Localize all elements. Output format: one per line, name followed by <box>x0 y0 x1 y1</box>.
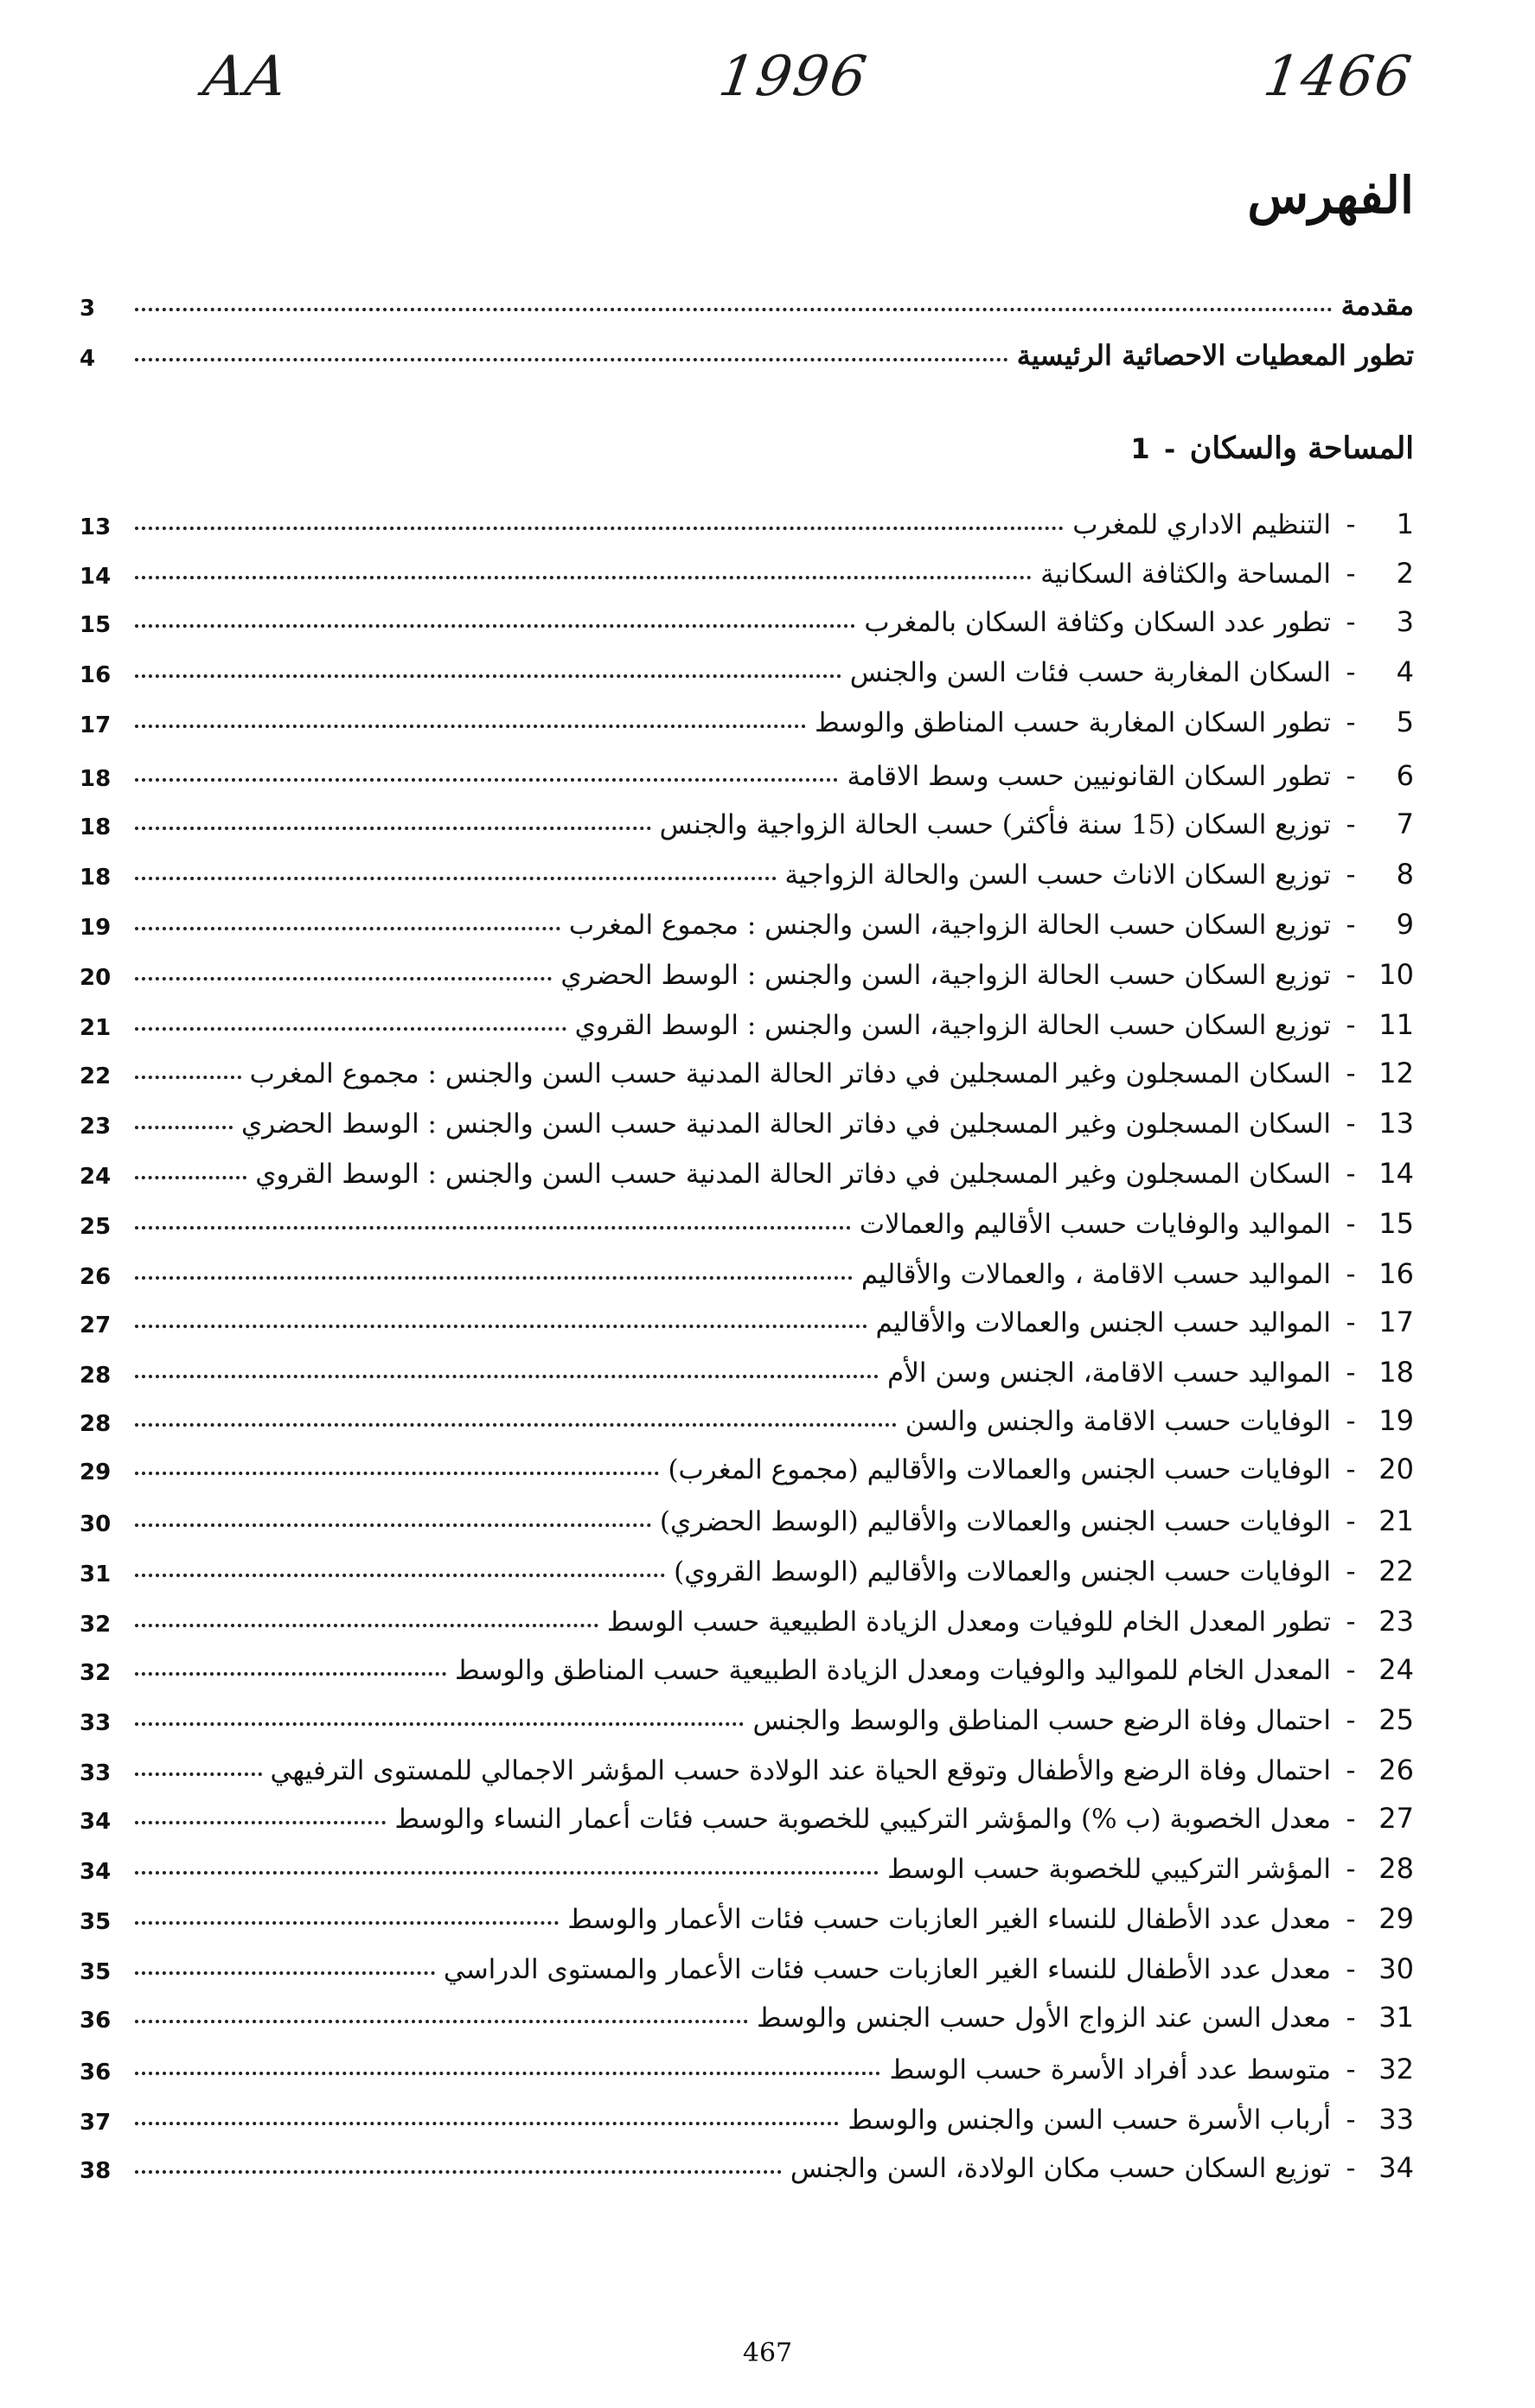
toc-entry-number: 7 <box>1396 808 1414 840</box>
dot-leader <box>135 1325 867 1328</box>
dot-leader <box>135 1375 879 1378</box>
toc-entry[interactable] <box>80 1990 1414 2034</box>
toc-page-number: 31 <box>80 1562 112 1587</box>
toc-entry-label: معدل عدد الأطفال للنساء الغير العازبات حسب فئات الأعمار والمستوى الدراسي <box>443 1954 1331 1985</box>
toc-entry-label: توزيع السكان حسب الحالة الزواجية، السن والجنس : الوسط الحضري <box>560 960 1331 991</box>
dot-leader <box>135 358 1008 361</box>
toc-entry-label: المعدل الخام للمواليد والوفيات ومعدل الزيادة الطبيعية حسب المناطق والوسط <box>454 1655 1331 1686</box>
toc-page-number: 15 <box>80 612 112 638</box>
toc-entry-number: 10 <box>1378 958 1414 991</box>
toc-entry[interactable] <box>80 1295 1414 1338</box>
dot-leader <box>135 1027 566 1031</box>
toc-entry[interactable] <box>80 546 1414 590</box>
toc-entry[interactable] <box>80 645 1414 688</box>
toc-entry-number: 25 <box>1378 1703 1414 1736</box>
toc-entry-dash: - <box>1346 1504 1356 1537</box>
dot-leader <box>135 1772 262 1776</box>
toc-entry-dash: - <box>1346 1802 1356 1835</box>
toc-entry-number: 20 <box>1378 1453 1414 1485</box>
toc-entry-dash: - <box>1346 1207 1356 1240</box>
dot-leader <box>135 1176 246 1179</box>
toc-entry-label: تطور المعطيات الاحصائية الرئيسية <box>1016 339 1414 372</box>
toc-entry-number: 4 <box>1396 655 1414 688</box>
toc-entry-number: 8 <box>1396 858 1414 891</box>
toc-entry[interactable] <box>80 1693 1414 1736</box>
toc-entry-dash: - <box>1346 2151 1356 2184</box>
toc-page-number: 35 <box>80 1909 112 1935</box>
toc-entry[interactable] <box>80 1096 1414 1140</box>
toc-entry[interactable] <box>80 1345 1414 1389</box>
toc-page-number: 4 <box>80 346 96 372</box>
toc-entry[interactable] <box>80 1942 1414 1985</box>
toc-entry-number: 32 <box>1378 2053 1414 2085</box>
toc-entry-dash: - <box>1346 1753 1356 1786</box>
toc-entry[interactable] <box>80 2092 1414 2136</box>
dot-leader <box>135 2020 748 2023</box>
toc-entry-dash: - <box>1346 1157 1356 1190</box>
toc-entry-label: تطور السكان القانونيين حسب وسط الاقامة <box>847 761 1331 792</box>
toc-entry-label: أرباب الأسرة حسب السن والجنس والوسط <box>847 2105 1331 2136</box>
toc-entry[interactable] <box>80 1792 1414 1835</box>
toc-entry-dash: - <box>1346 1306 1356 1338</box>
toc-entry[interactable] <box>80 1147 1414 1190</box>
toc-page-number: 34 <box>80 1809 112 1835</box>
toc-entry-label: توزيع السكان حسب مكان الولادة، السن والجنس <box>790 2153 1331 2184</box>
toc-page-number: 13 <box>80 514 112 540</box>
toc-page-number: 21 <box>80 1015 112 1041</box>
toc-entry-label: المساحة والكثافة السكانية <box>1040 559 1331 590</box>
dot-leader <box>135 674 841 678</box>
toc-page-number: 37 <box>80 2110 112 2136</box>
dot-leader <box>135 527 1064 530</box>
dot-leader <box>135 1276 853 1280</box>
toc-entry[interactable] <box>80 1197 1414 1240</box>
toc-entry-dash: - <box>1346 1107 1356 1140</box>
toc-entry-label: الوفايات حسب الاقامة والجنس والسن <box>905 1406 1331 1437</box>
toc-page-number: 33 <box>80 1760 112 1786</box>
section-title: المساحة والسكان <box>1189 431 1414 466</box>
toc-page-number: 28 <box>80 1411 112 1437</box>
toc-entry-number: 27 <box>1378 1802 1414 1835</box>
dot-leader <box>135 1624 598 1627</box>
toc-entry-label: تطور المعدل الخام للوفيات ومعدل الزيادة الطبيعية حسب الوسط <box>606 1606 1331 1638</box>
toc-entry-dash: - <box>1346 1852 1356 1885</box>
toc-entry[interactable] <box>80 847 1414 891</box>
dot-leader <box>135 2170 782 2174</box>
toc-entry-label: توزيع السكان حسب الحالة الزواجية، السن والجنس : مجموع المغرب <box>568 910 1331 941</box>
dot-leader <box>135 827 651 830</box>
toc-page-number: 28 <box>80 1363 112 1389</box>
toc-entry[interactable] <box>80 1494 1414 1537</box>
toc-entry-dash: - <box>1346 1356 1356 1389</box>
toc-entry-number: 29 <box>1378 1902 1414 1935</box>
toc-entry[interactable] <box>80 998 1414 1041</box>
toc-entry-dash: - <box>1346 958 1356 991</box>
toc-entry-dash: - <box>1346 1952 1356 1985</box>
toc-page-number: 32 <box>80 1612 112 1638</box>
toc-entry[interactable] <box>80 749 1414 792</box>
toc-entry-number: 17 <box>1378 1306 1414 1338</box>
toc-entry-number: 24 <box>1378 1653 1414 1686</box>
toc-entry-label: المواليد والوفايات حسب الأقاليم والعمالات <box>859 1209 1331 1240</box>
toc-entry-number: 21 <box>1378 1504 1414 1537</box>
toc-entry-label: السكان المسجلون وغير المسجلين في دفاتر الحالة المدنية حسب السن والجنس : الوسط الحضري <box>241 1108 1331 1140</box>
toc-entry-number: 22 <box>1378 1555 1414 1587</box>
dot-leader <box>135 1076 241 1079</box>
toc-entry[interactable] <box>80 797 1414 840</box>
toc-entry-dash: - <box>1346 1605 1356 1638</box>
toc-entry[interactable] <box>80 897 1414 941</box>
toc-page-number: 35 <box>80 1959 112 1985</box>
dot-leader <box>135 1821 386 1824</box>
toc-entry-number: 23 <box>1378 1605 1414 1638</box>
toc-entry-number: 9 <box>1396 908 1414 941</box>
toc-page-number: 32 <box>80 1660 112 1686</box>
page-number: 467 <box>742 2338 793 2368</box>
toc-entry-dash: - <box>1346 808 1356 840</box>
toc-entry-label: احتمال وفاة الرضع حسب المناطق والوسط والجنس <box>752 1705 1331 1736</box>
handwritten-note-right: 1466 <box>1259 45 1417 109</box>
dot-leader <box>135 1672 446 1676</box>
section-heading <box>1107 431 1414 466</box>
toc-entry-label: السكان المسجلون وغير المسجلين في دفاتر الحالة المدنية حسب السن والجنس : الوسط القروي <box>255 1159 1331 1190</box>
toc-entry[interactable] <box>80 2141 1414 2184</box>
toc-entry-dash: - <box>1346 908 1356 941</box>
dot-leader <box>135 1871 879 1875</box>
page-title: الفهرس <box>1247 166 1414 225</box>
dot-leader <box>135 927 560 930</box>
toc-entry-number: 5 <box>1396 706 1414 738</box>
toc-page-number: 18 <box>80 865 112 891</box>
toc-entry-dash: - <box>1346 557 1356 590</box>
toc-entry[interactable] <box>80 497 1414 540</box>
toc-entry-dash: - <box>1346 605 1356 638</box>
dot-leader <box>135 1921 559 1925</box>
toc-entry-label: توزيع السكان (15 سنة فأكثر) حسب الحالة الزواجية والجنس <box>659 809 1331 840</box>
toc-entry[interactable] <box>80 1842 1414 1885</box>
toc-entry[interactable] <box>80 1247 1414 1290</box>
toc-page-number: 38 <box>80 2158 112 2184</box>
toc-entry-dash: - <box>1346 1057 1356 1089</box>
toc-entry-number: 2 <box>1396 557 1414 590</box>
toc-entry-label: متوسط عدد أفراد الأسرة حسب الوسط <box>889 2054 1331 2085</box>
toc-entry-dash: - <box>1346 1555 1356 1587</box>
toc-entry-number: 11 <box>1378 1008 1414 1041</box>
toc-entry-number: 3 <box>1396 605 1414 638</box>
toc-entry-label: المواليد حسب الاقامة ، والعمالات والأقاليم <box>860 1259 1331 1290</box>
toc-entry-number: 6 <box>1396 759 1414 792</box>
toc-entry[interactable] <box>80 948 1414 991</box>
toc-entry-label: معدل عدد الأطفال للنساء الغير العازبات حسب فئات الأعمار والوسط <box>567 1904 1331 1935</box>
toc-entry-dash: - <box>1346 508 1356 540</box>
toc-entry-label: تطور عدد السكان وكثافة السكان بالمغرب <box>864 607 1331 638</box>
dot-leader <box>135 977 552 980</box>
toc-entry-number: 13 <box>1378 1107 1414 1140</box>
toc-page-number: 36 <box>80 2008 112 2034</box>
dot-leader <box>135 1574 665 1577</box>
toc-page-number: 29 <box>80 1459 112 1485</box>
section-number: 1 <box>1130 432 1150 465</box>
toc-entry-number: 18 <box>1378 1356 1414 1389</box>
toc-entry-dash: - <box>1346 1404 1356 1437</box>
toc-entry-label: مقدمة <box>1340 289 1414 322</box>
toc-entry-label: الوفايات حسب الجنس والعمالات والأقاليم (الوسط الحضري) <box>659 1506 1331 1537</box>
toc-entry-label: المواليد حسب الجنس والعمالات والأقاليم <box>875 1307 1331 1338</box>
toc-page-number: 23 <box>80 1114 112 1140</box>
toc-entry-label: توزيع السكان حسب الحالة الزواجية، السن والجنس : الوسط القروي <box>574 1010 1331 1041</box>
toc-page-number: 30 <box>80 1511 112 1537</box>
toc-entry-label: المؤشر التركيبي للخصوبة حسب الوسط <box>887 1854 1331 1885</box>
toc-entry[interactable] <box>80 695 1414 738</box>
toc-entry-dash: - <box>1346 655 1356 688</box>
dot-leader <box>135 2072 880 2075</box>
toc-entry-label: تطور السكان المغاربة حسب المناطق والوسط <box>815 707 1331 738</box>
toc-page-number: 36 <box>80 2060 112 2085</box>
toc-entry-number: 28 <box>1378 1852 1414 1885</box>
toc-entry-label: معدل السن عند الزواج الأول حسب الجنس والوسط <box>757 2002 1331 2034</box>
dot-leader <box>135 1722 744 1726</box>
toc-entry[interactable] <box>80 1892 1414 1935</box>
toc-page-number: 19 <box>80 915 112 941</box>
toc-page-number: 22 <box>80 1063 112 1089</box>
toc-page-number: 34 <box>80 1859 112 1885</box>
toc-entry-label: السكان المغاربة حسب فئات السن والجنس <box>849 657 1331 688</box>
toc-page-number: 24 <box>80 1164 112 1190</box>
toc-entry-dash: - <box>1346 1257 1356 1290</box>
toc-page-number: 17 <box>80 712 112 738</box>
toc-entry-introduction[interactable] <box>80 278 1414 322</box>
dot-leader <box>135 877 777 880</box>
toc-entry[interactable] <box>80 1046 1414 1089</box>
toc-entry-number: 26 <box>1378 1753 1414 1786</box>
toc-entry-dash: - <box>1346 2103 1356 2136</box>
dot-leader <box>135 576 1032 579</box>
toc-entry-number: 15 <box>1378 1207 1414 1240</box>
dot-leader <box>135 1523 651 1527</box>
toc-page-number: 25 <box>80 1214 112 1240</box>
toc-page-number: 18 <box>80 814 112 840</box>
toc-page-number: 33 <box>80 1710 112 1736</box>
toc-entry-label: الوفايات حسب الجنس والعمالات والأقاليم (مجموع المغرب) <box>668 1454 1331 1485</box>
toc-entry-dash: - <box>1346 1453 1356 1485</box>
toc-entry-dash: - <box>1346 706 1356 738</box>
toc-entry-dash: - <box>1346 1703 1356 1736</box>
dot-leader <box>135 1472 659 1475</box>
toc-entry-dash: - <box>1346 1008 1356 1041</box>
dot-leader <box>135 308 1333 311</box>
toc-entry-number: 12 <box>1378 1057 1414 1089</box>
toc-entry[interactable] <box>80 595 1414 638</box>
dot-leader <box>135 1423 897 1427</box>
toc-entry[interactable] <box>80 1442 1414 1485</box>
toc-page-number: 18 <box>80 766 112 792</box>
toc-entry[interactable] <box>80 1643 1414 1686</box>
dot-leader <box>135 725 806 728</box>
toc-page-number: 26 <box>80 1264 112 1290</box>
toc-entry-dash: - <box>1346 858 1356 891</box>
toc-page-number: 16 <box>80 662 112 688</box>
toc-page-number: 20 <box>80 965 112 991</box>
toc-entry-main-statistics[interactable] <box>80 329 1414 372</box>
dot-leader <box>135 1126 233 1129</box>
toc-page-number: 3 <box>80 296 96 322</box>
section-dash: - <box>1164 432 1176 465</box>
toc-entry-label: المواليد حسب الاقامة، الجنس وسن الأم <box>887 1357 1331 1389</box>
toc-entry-label: معدل الخصوبة (ب %) والمؤشر التركيبي للخصوبة حسب فئات أعمار النساء والوسط <box>394 1804 1331 1835</box>
dot-leader <box>135 778 838 782</box>
toc-entry-label: توزيع السكان الاناث حسب السن والحالة الزواجية <box>784 859 1331 891</box>
toc-entry-number: 34 <box>1378 2151 1414 2184</box>
toc-entry-dash: - <box>1346 759 1356 792</box>
toc-entry-label: احتمال وفاة الرضع والأطفال وتوقع الحياة عند الولادة حسب المؤشر الاجمالي للمستوى الترفيهي <box>270 1755 1331 1786</box>
toc-entry-label: الوفايات حسب الجنس والعمالات والأقاليم (الوسط القروي) <box>674 1556 1331 1587</box>
toc-entry-number: 1 <box>1396 508 1414 540</box>
toc-entry-number: 30 <box>1378 1952 1414 1985</box>
toc-entry-label: السكان المسجلون وغير المسجلين في دفاتر الحالة المدنية حسب السن والجنس : مجموع المغرب <box>249 1058 1331 1089</box>
toc-entry-number: 31 <box>1378 2001 1414 2034</box>
toc-page-number: 27 <box>80 1313 112 1338</box>
toc-page-number: 14 <box>80 564 112 590</box>
toc-entry-dash: - <box>1346 1653 1356 1686</box>
handwritten-note-year: 1996 <box>714 45 873 109</box>
toc-entry[interactable] <box>80 2042 1414 2085</box>
dot-leader <box>135 1226 851 1230</box>
toc-entry-number: 33 <box>1378 2103 1414 2136</box>
dot-leader <box>135 1971 435 1975</box>
toc-entry[interactable] <box>80 1394 1414 1437</box>
toc-entry[interactable] <box>80 1594 1414 1638</box>
toc-entry-dash: - <box>1346 1902 1356 1935</box>
dot-leader <box>135 2122 839 2125</box>
toc-entry-number: 14 <box>1378 1157 1414 1190</box>
toc-entry-dash: - <box>1346 2001 1356 2034</box>
handwritten-note-left: AA <box>199 45 292 109</box>
toc-entry[interactable] <box>80 1743 1414 1786</box>
toc-entry-label: التنظيم الاداري للمغرب <box>1072 509 1331 540</box>
toc-entry-number: 16 <box>1378 1257 1414 1290</box>
toc-entry[interactable] <box>80 1544 1414 1587</box>
dot-leader <box>135 624 855 628</box>
toc-entry-number: 19 <box>1378 1404 1414 1437</box>
toc-entry-dash: - <box>1346 2053 1356 2085</box>
